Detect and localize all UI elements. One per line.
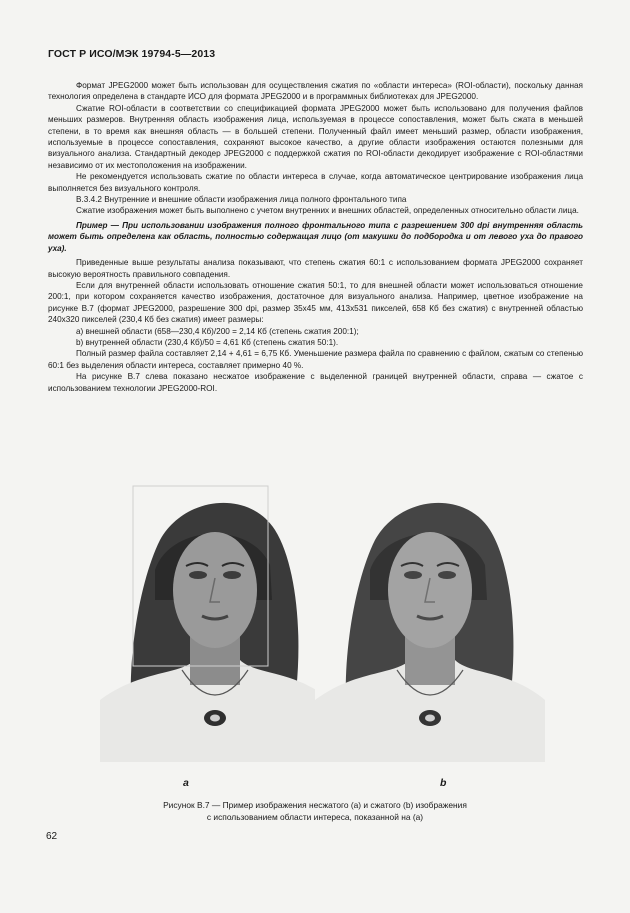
caption-line: с использованием области интереса, показанной на (a) (206, 812, 424, 822)
paragraph: Сжатие ROI-области в соответствии со спецификацией формата JPEG2000 может быть использовано для получения файлов меньших размеров. Внутренняя область изображения лица, используемая в процессе сопоставления, может быть сжата в меньшей степени, в то время как внешняя область — в большей степени. Полученный файл имеет меньший размер, области изображения, используемые в процессе сопоставления, сохраняют высокое качество, а другие области изображения остаются полезными для визуального анализа. Стандартный декодер JPEG2000 с поддержкой сжатия по ROI-области декодирует изображение с ROI-областями независимо от их местоположения на изображении. (48, 103, 583, 170)
document-header: ГОСТ Р ИСО/МЭК 19794-5—2013 (48, 48, 216, 60)
paragraph: На рисунке В.7 слева показано несжатое изображение с выделенной границей внутренней области, справа — сжатое с использованием технологии JPEG2000-ROI. (48, 372, 583, 393)
list-item: b) внутренней области (230,4 Кб)/50 = 4,61 Кб (степень сжатия 50:1). (76, 337, 339, 347)
figure (100, 470, 550, 770)
caption-line: Рисунок В.7 — Пример изображения несжатого (a) и сжатого (b) изображения (163, 800, 467, 810)
figure-caption (100, 799, 530, 823)
paragraph: Не рекомендуется использовать сжатие по области интереса в случае, когда автоматическое центрирование изображения лица выполняется без визуального контроля. (48, 172, 583, 193)
page-number: 62 (46, 831, 58, 842)
paragraph: Сжатие изображения может быть выполнено с учетом внутренних и внешних областей, определенных относительно области лица. (76, 206, 579, 216)
paragraph: Полный размер файла составляет 2,14 + 4,61 = 6,75 Кб. Уменьшение размера файла по сравнению с файлом, сжатым со степенью 60:1 без выделения области интереса, составляет примерно 40 %. (48, 349, 583, 370)
portrait-uncompressed-image (100, 470, 330, 762)
example-paragraph: Пример — При использовании изображения полного фронтального типа с разрешением 300 dpi внутренняя область может быть определена как область, полностью содержащая лицо (от макушки до подбородка и от левого уха до правого уха). (48, 220, 583, 253)
paragraph: Формат JPEG2000 может быть использован для осуществления сжатия по «области интереса» (ROI-области), поскольку данная технология определена в стандарте ИСО для формата JPEG2000 и в программных библиотеках для JPEG2000. (48, 81, 583, 102)
list-item: а) внешней области (658—230,4 Кб)/200 = 2,14 Кб (степень сжатия 200:1); (76, 326, 359, 336)
section-heading: В.3.4.2 Внутренние и внешние области изображения лица полного фронтального типа (76, 195, 407, 205)
figure-label-a: a (183, 777, 189, 789)
figure-label-b: b (440, 777, 447, 789)
portrait-compressed-image (315, 470, 545, 762)
paragraph: Приведенные выше результаты анализа показывают, что степень сжатия 60:1 с использованием формата JPEG2000 сохраняет высокую вероятность правильного совпадения. (48, 258, 583, 279)
paragraph: Если для внутренней области использовать отношение сжатия 50:1, то для внешней области может использоваться отношение 200:1, при котором сохраняется качество изображения, достаточное для визуального анализа. Например, цветное изображение на рисунке В.7 (формат JPEG2000, разрешение 300 dpi, размер 35x45 мм, 413x531 пикселей, 658 Кб без сжатия) с внутренней областью 240x320 пикселей (230,4 Кб без сжатия) имеет размеры: (48, 280, 583, 325)
body-text (48, 80, 583, 394)
